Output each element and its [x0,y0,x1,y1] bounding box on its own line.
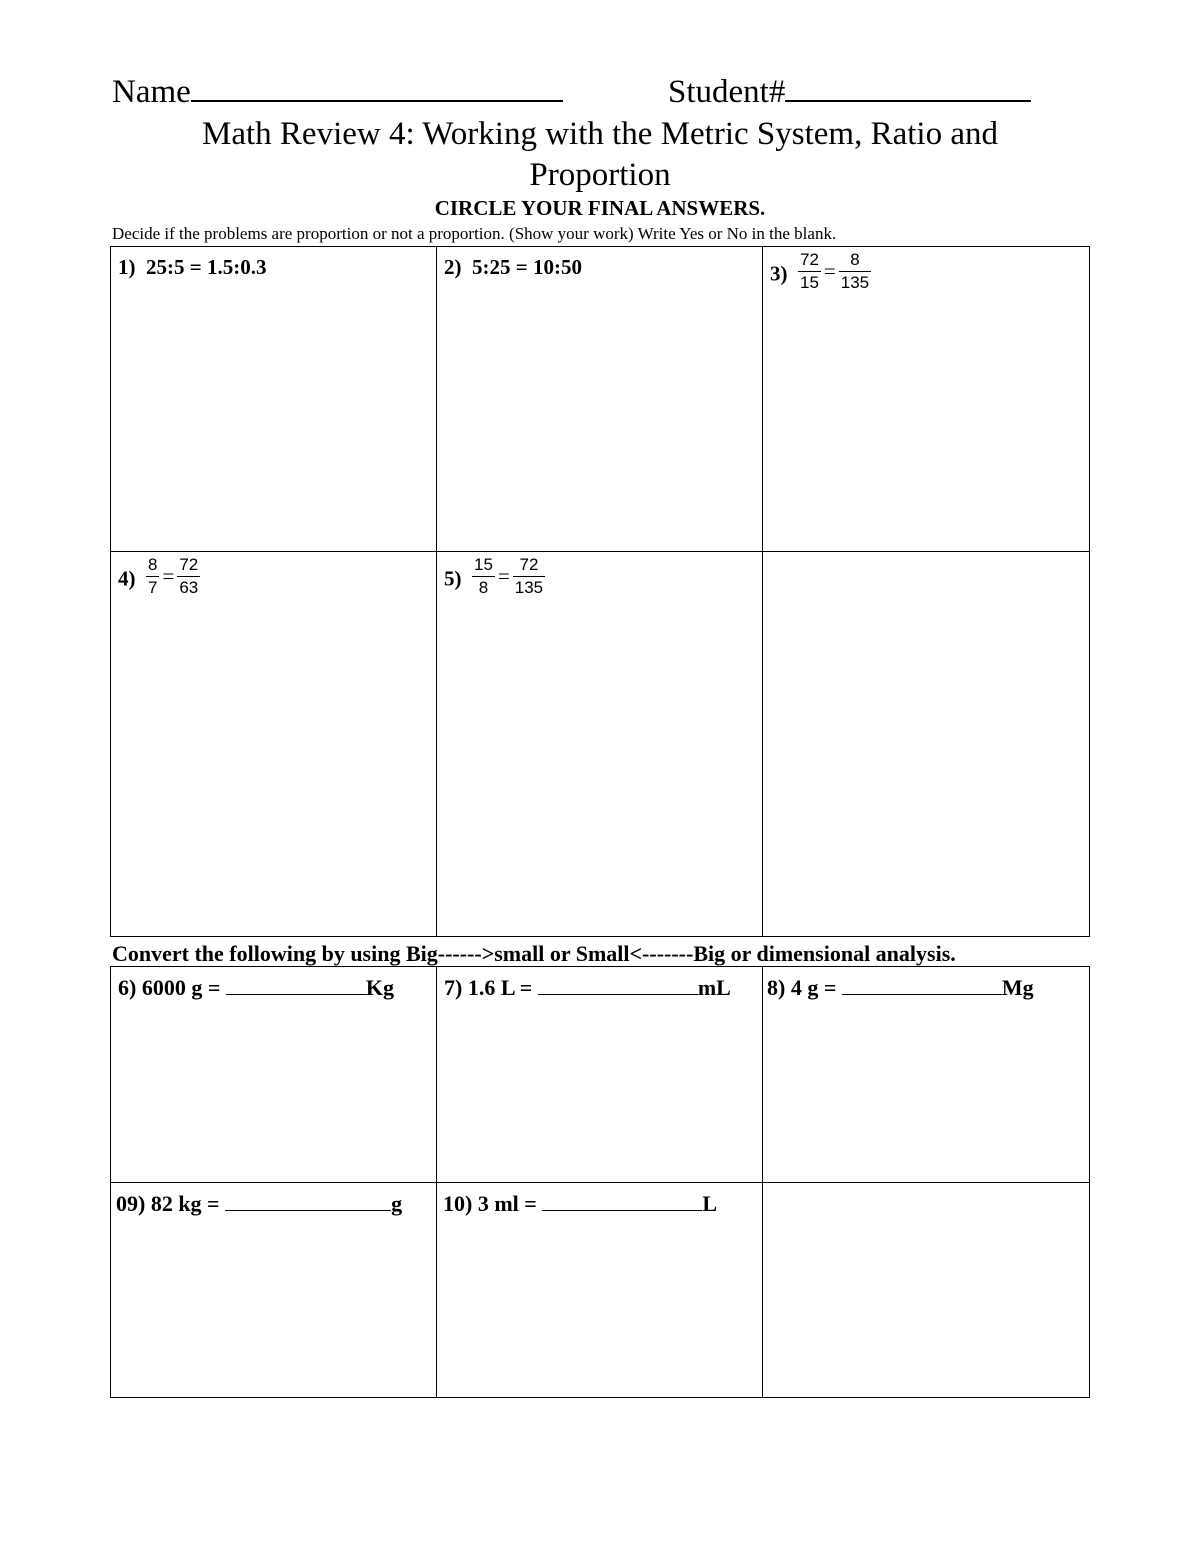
problem-cell-4[interactable] [111,552,437,937]
problem-1: 1) 25:5 = 1.5:0.3 [118,255,267,279]
conversion-8: 8) 4 g = Mg [767,975,1034,1000]
conversion-10: 10) 3 ml = L [443,1191,717,1216]
answer-blank[interactable] [225,1192,391,1211]
conversion-cell-7[interactable] [437,967,763,1183]
fraction-left: $\frac{72}{15}$ [800,250,819,292]
fraction-right: $\frac{8}{135}$ [840,250,870,292]
empty-cell [763,1183,1090,1398]
problem-4: 4) $\frac{8}{7}$ = $\frac{72}{63}$ [118,555,199,597]
student-number-blank[interactable] [785,78,1031,102]
problem-cell-5[interactable] [437,552,763,937]
name-label: Name [112,74,191,110]
problem-1-expression: 25:5 = 1.5:0.3 [146,255,267,279]
problem-cell-2[interactable] [437,247,763,552]
name-field[interactable] [112,76,563,109]
page-title-line-2: Proportion [529,157,671,193]
conversion-cell-6[interactable] [111,967,437,1183]
conversion-7: 7) 1.6 L = mL [444,975,731,1000]
problem-cell-3[interactable] [763,247,1090,552]
empty-cell [763,552,1090,937]
student-number-label: Student# [668,74,786,110]
conversion-6: 6) 6000 g = Kg [118,975,394,1000]
conversion-instruction: Convert the following by using Big------>small or Small<-------Big or dimensional analysis. [112,941,956,966]
problem-2: 2) 5:25 = 10:50 [444,255,582,279]
fraction-right: $\frac{72}{63}$ [179,555,199,597]
problem-2-expression: 5:25 = 10:50 [472,255,582,279]
problem-cell-1[interactable] [111,247,437,552]
answer-blank[interactable] [226,976,366,995]
conversion-grid [110,966,1090,1398]
page-title-line-1: Math Review 4: Working with the Metric System, Ratio and [202,116,998,152]
conversion-cell-9[interactable] [111,1183,437,1398]
problem-5: 5) $\frac{15}{8}$ = $\frac{72}{135}$ [444,555,544,597]
fraction-right: $\frac{72}{135}$ [514,555,544,597]
name-blank[interactable] [191,78,563,102]
circle-instruction: CIRCLE YOUR FINAL ANSWERS. [434,196,766,220]
answer-blank[interactable] [842,976,1002,995]
student-number-field[interactable] [668,76,1031,109]
fraction-left: $\frac{15}{8}$ [474,555,493,597]
answer-blank[interactable] [542,1192,702,1211]
problem-3: 3) $\frac{72}{15}$ = $\frac{8}{135}$ [770,250,870,292]
conversion-cell-10[interactable] [437,1183,763,1398]
fraction-left: $\frac{8}{7}$ [148,555,158,597]
proportion-instruction: Decide if the problems are proportion or not a proportion. (Show your work) Write Yes or No in the blank. [112,224,837,243]
answer-blank[interactable] [538,976,698,995]
proportion-grid [110,246,1090,937]
conversion-cell-8[interactable] [763,967,1090,1183]
conversion-9: 09) 82 kg = g [116,1191,403,1216]
